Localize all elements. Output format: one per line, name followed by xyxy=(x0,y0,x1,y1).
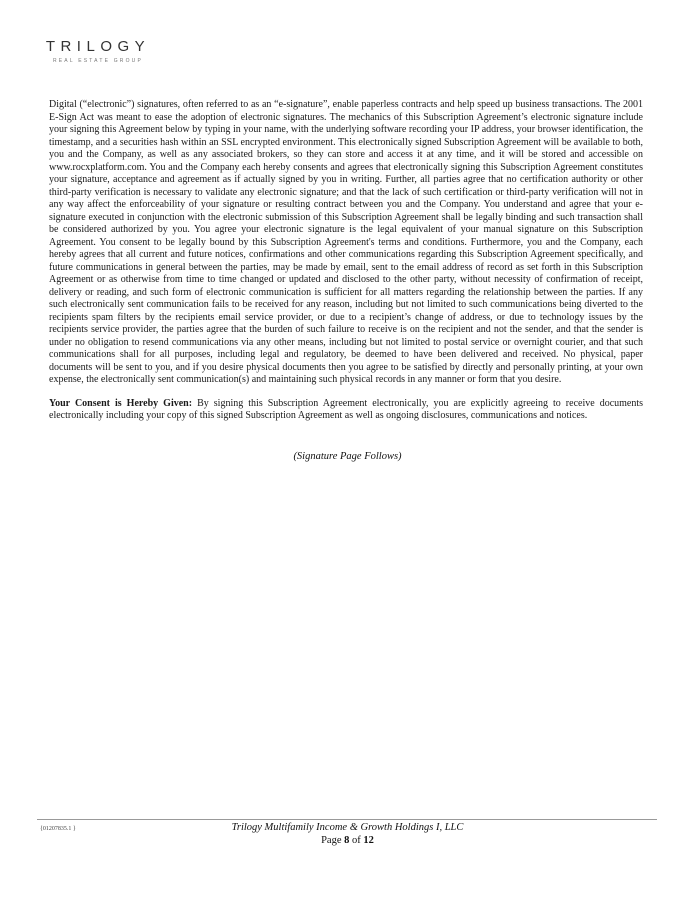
consent-text: By signing this Subscription Agreement electronically, you are explicitly agreeing to receive documents electronically including your copy of this signed Subscription Agreement as well as ongoing disclosures, communications and notices. xyxy=(49,397,644,421)
footer-divider xyxy=(37,819,657,820)
document-body xyxy=(49,99,643,434)
page-current: 8 xyxy=(344,835,350,846)
signature-page-follows-note: (Signature Page Follows) xyxy=(293,451,402,462)
document-id: {01207835.1 } xyxy=(40,826,76,832)
page-word: Page xyxy=(321,835,342,846)
company-logo xyxy=(40,38,156,64)
page-of: of xyxy=(352,835,361,846)
e-signature-paragraph: Digital (“electronic”) signatures, often referred to as an “e-signature”, enable paperless contracts and help speed up business transactions. The 2001 E-Sign Act was meant to ease the adoption of electronic signatures. The mechanics of this Subscription Agreement’s electronic signature include your signing this Agreement below by typing in your name, with the underlying software recording your IP address, your browser identification, the timestamp, and a securities hash within an SSL encrypted environment. This electronically signed Subscription Agreement will be available to both, you and the Company, as well as any associated brokers, so they can store and access it at any time, and it will be stored and accessible on www.rocxplatform.com. You and the Company each hereby consents and agrees that electronically signing this Subscription Agreement constitutes your signature, acceptance and agreement as if actually signed by you in writing. Further, all parties agree that no certification authority or other third-party verification is necessary to validate any electronic signature; and that the lack of such certification or third-party verification will not in any way affect the enforceability of your signature or resulting contract between you and the Company. You understand and agree that your e-signature executed in conjunction with the electronic submission of this Subscription Agreement shall be legally binding and such transaction shall be considered authorized by you. You agree your electronic signature is the legal equivalent of your manual signature on this Subscription Agreement. You consent to be legally bound by this Subscription Agreement's terms and conditions. Furthermore, you and the Company, each hereby agrees that all current and future notices, confirmations and other communications regarding this Subscription Agreement specifically, and future communications in general between the parties, may be made by email, sent to the email address of record as set forth in this Subscription Agreement or as otherwise from time to time changed or updated and disclosed to the other party, without necessity of confirmation of receipt, delivery or reading, and such form of electronic communication is sufficient for all matters regarding the relationship between the parties. If any such electronically sent communication fails to be received for any reason, including but not limited to such communications being diverted to the recipients spam filters by the recipients email service provider, or due to a recipient’s change of address, or due to technology issues by the recipients service provider, the parties agree that the burden of such failure to receive is on the recipient and not the sender, and that the sender is under no obligation to resend communications via any other means, including but not limited to postal service or overnight courier, and that such communications shall for all purposes, including legal and regulatory, be deemed to have been delivered and received. No physical, paper documents will be sent to you, and if you desire physical documents then you agree to be satisfied by directly and personally printing, at your own expense, the electronically sent communication(s) and maintaining such physical records in any manner or form that you desire. xyxy=(49,99,643,385)
logo-tagline: REAL ESTATE GROUP xyxy=(52,58,144,64)
consent-paragraph xyxy=(49,398,643,423)
page-number xyxy=(0,835,695,846)
page-total: 12 xyxy=(363,835,374,846)
consent-heading: Your Consent is Hereby Given: xyxy=(49,397,193,409)
logo-wordmark: TRILOGY xyxy=(45,38,151,55)
footer-company-name: Trilogy Multifamily Income & Growth Holdings I, LLC xyxy=(231,822,464,833)
